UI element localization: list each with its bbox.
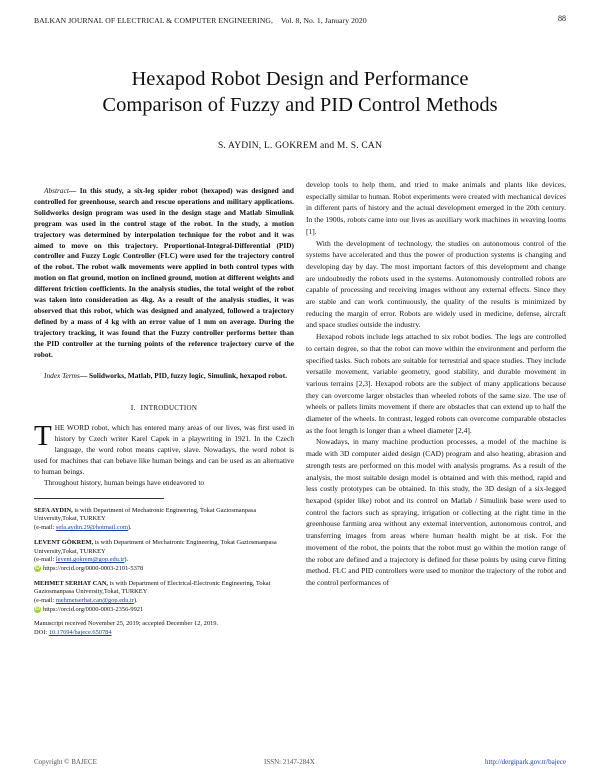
footer-copyright: Copyright © BAJECE	[34, 758, 97, 766]
page-number: 88	[558, 14, 566, 23]
footer-url[interactable]: http://dergipark.gov.tr/bajece	[484, 758, 566, 766]
drop-cap: T	[34, 420, 52, 453]
footnote-divider	[34, 498, 164, 499]
orcid-link-3[interactable]: https://orcid.org/0000-0003-2356-9921	[43, 605, 144, 613]
author-footnote-1: SEFA AYDIN, is with Department of Mechatronic Engineering, Tokat Gaziosmanpasa University,Tokat, TURKEY (e-mail: sefa.aydin.29@hotmail.com).	[34, 506, 257, 532]
footer-issn: ISSN: 2147-284X	[264, 758, 315, 766]
doi-link[interactable]: 10.17694/bajece.650784	[48, 629, 112, 637]
body-paragraph-3: Hexapod robots include legs attached to six robot bodies. The legs are controlled to certain degree, so that the robot can move within the environment and perform the specified tasks. Such robots are suitable for terrestrial and space studies. They include versatile movement, variable geometry, good stability, and durable movement in various terrains [2,3]. Hexapod robots are the subject of many applications because they can overcome larger obstacles than wheeled robots of the same size. The use of wheels or pallets limits movement if there are obstacles that can extend up to half the diameter of the wheels. In contrast, legged robots can overcome comparable obstacles as the foot length is longer than a wheel diameter [2,4].	[306, 332, 566, 435]
index-terms-text: — Solidworks, Matlab, PID, fuzzy logic, Simulink, hexapod robot.	[79, 370, 287, 380]
abstract	[34, 186, 294, 361]
abstract-label: Abstract	[44, 186, 69, 195]
title-line-1: Hexapod Robot Design and Performance	[131, 68, 469, 90]
index-terms-label: Index Terms	[44, 370, 80, 380]
body-paragraph-4: Nowadays, in many machine production processes, a model of the machine is made with 3D computer aided design (CAD) program and also heating, abrasion and strength tests are performed on this model with analysis programs. As a result of the analysis, the most suitable design model is obtained and with this method, rapid and less costly prototypes can be obtained. In this study, the 3D design of a six-legged hexapod (spider like) robot and its control on Matlab / Simulink base were used to control the factors such as spraying, irrigation or collecting at the right time in the greenhouse farming area without any external intervention, autonomous control, and transferring images from areas where human health might be at risk. For the movement of the robot, the points that the robot must go within the motion range of the robot are defined and a trajectory is defined for these points by using curve fitting method. FLC and PID controllers were used to monitor the trajectory of the robot and the control performances of	[306, 437, 566, 587]
right-column	[306, 179, 566, 589]
author-list: S. AYDIN, L. GOKREM and M. S. CAN	[217, 141, 383, 151]
paper-title	[0, 66, 600, 118]
title-line-2: Comparison of Fuzzy and PID Control Methods	[102, 94, 498, 116]
orcid-icon: iD	[35, 565, 40, 571]
email-link-1[interactable]: sefa.aydin.29@hotmail.com	[55, 524, 128, 532]
index-terms	[34, 371, 294, 382]
author-footnote-2: LEVENT GÖKREM, is with Department of Mechatronic Engineering, Tokat Gaziosmanpasa University,Tokat, TURKEY (e-mail: levent.gokrem@gop.edu.tr). iD https://orcid.org/0000-0003-2101-5378	[34, 538, 277, 572]
intro-paragraph-1: THE WORD robot, which has entered many areas of our lives, was first used in history by Czech writer Karel Capek in a playwriting in 1921. In the Czech language, the word robot means captive, slave. Nowadays, the word robot is used for machines that can behave like human beings and can be used as an alternative to human beings.	[34, 420, 294, 476]
journal-volume: Vol. 8, No. 1, January 2020	[280, 16, 367, 25]
email-link-2[interactable]: levent.gokrem@gop.edu.tr	[55, 556, 125, 564]
section-heading: I. INTRODUCTION	[130, 403, 198, 413]
running-header	[34, 16, 534, 25]
email-link-3[interactable]: mehmetserhat.can@gop.edu.tr	[55, 597, 134, 605]
journal-name: BALKAN JOURNAL OF ELECTRICAL & COMPUTER ENGINEERING,	[34, 16, 273, 25]
left-column	[34, 186, 294, 644]
introduction	[34, 420, 294, 488]
orcid-icon: iD	[35, 605, 40, 612]
abstract-text: — In this study, a six-leg spider robot (hexapod) was designed and controlled for greenhouse, search and rescue operations and military applications. Solidworks design program was used in the design stage and Matlab Simulink program was used in the control stage of the robot. In the study, a motion trajectory was determined by interpolation technique for the robot and it was aimed to move on this trajectory. Proportional-Integral-Differential (PID) controller and Fuzzy Logic Controller (FLC) were used for the trajectory control of the robot. The robot walk movements were applied in both control types with motion on flat ground, motion on inclined ground, motion at different weights and different friction coefficients. In the analysis studies, the total weight of the robot was taken into consideration as 4kg. As a result of the analysis studies, it was observed that this robot, which was designed and analyzed, followed a trajectory defined by a mass of 4 kg with an error value of 1 mm on average. During the trajectory tracking, it was found that the Fuzzy controller performs better than the PID controller at the turning points of the reference trajectory curve of the robot.	[34, 186, 294, 359]
manuscript-dates: Manuscript received November 25, 2019; accepted December 12, 2019. DOI: 10.17694/bajece.650784	[34, 620, 219, 637]
orcid-link-2[interactable]: https://orcid.org/0000-0003-2101-5378	[43, 564, 144, 572]
body-paragraph-1: develop tools to help them, and tried to make animals and plants like devices, especially similar to human. Robot experiments were created with mechanical devices in different parts of history and the actual development emerged in the 20th century. In the 1900s, robots came into our lives as auxiliary work machines in weaving looms [1].	[306, 180, 566, 236]
body-paragraph-2: With the development of technology, the studies on autonomous control of the systems have accelerated and thus the power of production systems is changing and developing day by day. The most important factors of this development and change are undoubtedly the robots used in the systems. Autonomously controlled robots are capable of processing and receiving images without any external effects. Since they are stable and can work continuously, the quality of the results is minimized by reducing the margin of error. Robots are widely used in medicine, defense, aircraft and space studies outside the industry.	[306, 238, 566, 330]
author-footnote-3: MEHMET SERHAT CAN, is with Department of Electrical-Electronic Engineering, Tokat Gaziosmanpasa University,Tokat, TURKEY (e-mail: mehmetserhat.can@gop.edu.tr). iD https://orcid.org/0000-0003-2356-9921	[34, 579, 271, 613]
intro-paragraph-2: Throughout history, human beings have endeavored to	[44, 477, 205, 487]
